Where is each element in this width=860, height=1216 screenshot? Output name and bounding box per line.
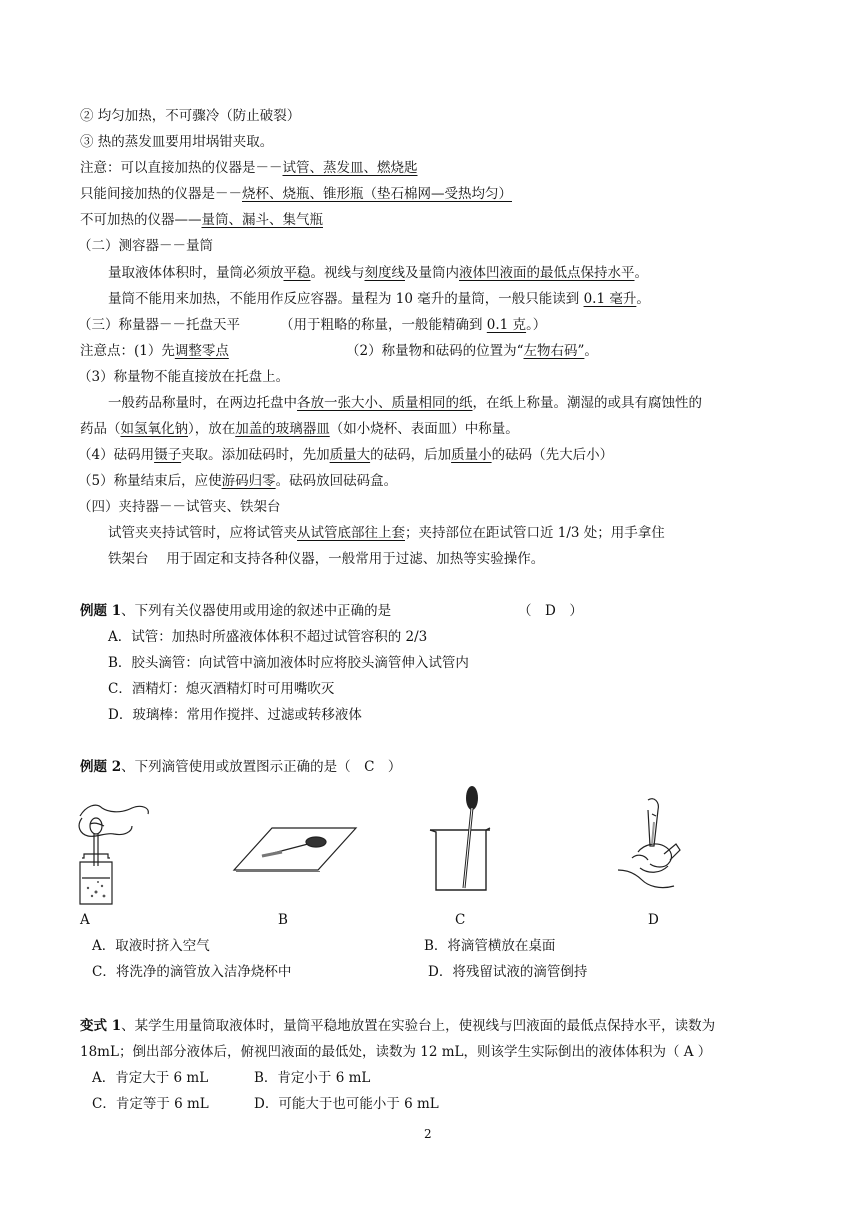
question-stem: 、下列有关仪器使用或用途的叙述中正确的是 <box>121 603 392 619</box>
question-stem: 、某学生用量筒取液体时，量筒平稳地放置在实验台上，使视线与凹液面的最低点保持水平，读数为 <box>121 1018 716 1034</box>
underlined-answer: 0.1 毫升 <box>583 291 637 307</box>
dropper-in-beaker-figure <box>428 784 494 896</box>
option-d: D．玻璃棒：常用作搅拌、过滤或转移液体 <box>108 707 362 723</box>
section-heading: （二）测容器－－量筒 <box>78 238 213 254</box>
dropper-inverted-figure <box>614 794 694 904</box>
underlined-answer: 烧杯、烧瓶、锥形瓶（垫石棉网—受热均匀） <box>242 186 512 202</box>
option-b: B．肯定小于 6 mL <box>254 1070 371 1086</box>
text-line: ② 均匀加热，不可骤冷（防止破裂） <box>80 108 301 124</box>
underlined-answer: 从试管底部往上套 <box>297 525 405 541</box>
example-label: 例题 1 <box>80 603 122 619</box>
page-number: 2 <box>424 1127 432 1141</box>
option-a: A．取液时挤入空气 <box>92 938 210 954</box>
underlined-answer: 质量大 <box>329 447 371 463</box>
underlined-answer: 刻度线 <box>364 265 405 281</box>
text-line: （3）称量物不能直接放在托盘上。 <box>78 369 290 385</box>
question-stem: 、下列滴管使用或放置图示正确的是（ C ） <box>121 759 402 775</box>
underlined-answer: 平稳 <box>283 265 311 281</box>
text: （三）称量器－－托盘天平 <box>78 317 240 333</box>
example-2-question <box>80 758 401 776</box>
text-line <box>80 342 229 360</box>
text: （4）砝码用 <box>78 447 155 463</box>
text: 只能间接加热的仪器是－－ <box>80 186 242 202</box>
text: 。视线与 <box>310 265 365 281</box>
variant-1-question-cont: 18mL；倒出部分液体后，俯视凹液面的最低处，读数为 12 mL，则该学生实际倒出的液体体积为（ A ） <box>80 1044 712 1060</box>
text-line <box>78 472 397 490</box>
dropper-squeeze-figure <box>72 796 162 908</box>
text-line: ③ 热的蒸发皿要用坩埚钳夹取。 <box>80 134 274 150</box>
text: 及量筒内 <box>405 265 459 281</box>
text-line <box>80 420 519 438</box>
text: 量取液体体积时，量筒必须放 <box>108 265 284 281</box>
underlined-answer: 各放一张大小、质量相同的纸 <box>297 395 473 411</box>
text: 注意：可以直接加热的仪器是－－ <box>80 160 283 176</box>
text: 量筒不能用来加热，不能用作反应容器。量程为 10 毫升的量筒，一般只能读到 <box>108 291 584 307</box>
option-c: C．将洗净的滴管放入洁净烧杯中 <box>92 964 292 980</box>
example-label: 例题 2 <box>80 759 122 775</box>
text: 药品（ <box>80 421 121 437</box>
text: 。 <box>584 343 598 359</box>
text-line <box>80 159 418 177</box>
underlined-answer: 质量小 <box>451 447 492 463</box>
section-heading <box>78 316 546 334</box>
answer-bracket: （ D ） <box>518 603 583 619</box>
text-line <box>80 185 512 203</box>
text-line <box>108 264 648 282</box>
figure-label-a: A <box>80 912 90 928</box>
text: 不可加热的仪器—— <box>80 212 202 228</box>
underlined-answer: 量筒、漏斗、集气瓶 <box>201 212 323 228</box>
text-line <box>78 446 613 464</box>
option-c: C．肯定等于 6 mL <box>92 1096 209 1112</box>
text: （用于粗略的称量，一般能精确到 <box>280 317 487 333</box>
example-label: 变式 1 <box>80 1018 122 1034</box>
figure-label-b: B <box>278 912 288 928</box>
underlined-answer: 游码归零 <box>221 473 276 489</box>
figure-label-c: C <box>455 912 466 928</box>
underlined-answer: 镊子 <box>154 447 182 463</box>
text: （如小烧杯、表面皿）中称量。 <box>329 421 519 437</box>
text-line <box>80 211 323 229</box>
underlined-answer: 试管、蒸发皿、燃烧匙 <box>282 160 418 176</box>
dropper-on-desk-figure <box>232 826 358 872</box>
option-b: B．胶头滴管：向试管中滴加液体时应将胶头滴管伸入试管内 <box>108 655 469 671</box>
example-1-question <box>80 602 391 620</box>
text: 。砝码放回砝码盒。 <box>275 473 398 489</box>
text: 的砝码，后加 <box>370 447 452 463</box>
figure-label-d: D <box>648 912 659 928</box>
underlined-answer: 调整零点 <box>174 343 229 359</box>
option-d: D．将残留试液的滴管倒持 <box>428 964 588 980</box>
option-a: A．试管：加热时所盛液体体积不超过试管容积的 2/3 <box>108 629 428 645</box>
section-heading: （四）夹持器－－试管夹、铁架台 <box>78 499 281 515</box>
option-b: B．将滴管横放在桌面 <box>424 938 556 954</box>
text-line: 铁架台 用于固定和支持各种仪器，一般常用于过滤、加热等实验操作。 <box>108 551 545 567</box>
text: 。 <box>634 265 648 281</box>
option-a: A．肯定大于 6 mL <box>92 1070 209 1086</box>
underlined-answer: 加盖的玻璃器皿 <box>235 421 330 437</box>
text: 夹取。添加砝码时，先加 <box>181 447 330 463</box>
option-c: C．酒精灯：熄灭酒精灯时可用嘴吹灭 <box>108 681 335 697</box>
text: 注意点：(1）先 <box>80 343 175 359</box>
underlined-answer: 液体凹液面的最低点保持水平 <box>459 265 635 281</box>
text: 的砝码（先大后小） <box>491 447 614 463</box>
text: 。 <box>636 291 650 307</box>
text-line <box>108 290 650 308</box>
variant-1-question <box>80 1017 715 1035</box>
text: ），放在 <box>188 421 236 437</box>
underlined-answer: 左物右码” <box>523 343 585 359</box>
option-d: D．可能大于也可能小于 6 mL <box>254 1096 439 1112</box>
text: （2）称量物和砝码的位置为“ <box>346 343 524 359</box>
text-line <box>346 342 598 360</box>
underlined-answer: 如氢氧化钠 <box>120 421 188 437</box>
underlined-answer: 0.1 克 <box>486 317 527 333</box>
text-line <box>108 524 665 542</box>
text-line <box>108 394 702 412</box>
text: 试管夹夹持试管时，应将试管夹 <box>108 525 297 541</box>
text: 。） <box>526 317 547 333</box>
text: （5）称量结束后，应使 <box>78 473 222 489</box>
text: ；夹持部位在距试管口近 1/3 处；用手拿住 <box>405 525 665 541</box>
text: ，在纸上称量。潮湿的或具有腐蚀性的 <box>472 395 702 411</box>
text: 一般药品称量时，在两边托盘中 <box>108 395 297 411</box>
